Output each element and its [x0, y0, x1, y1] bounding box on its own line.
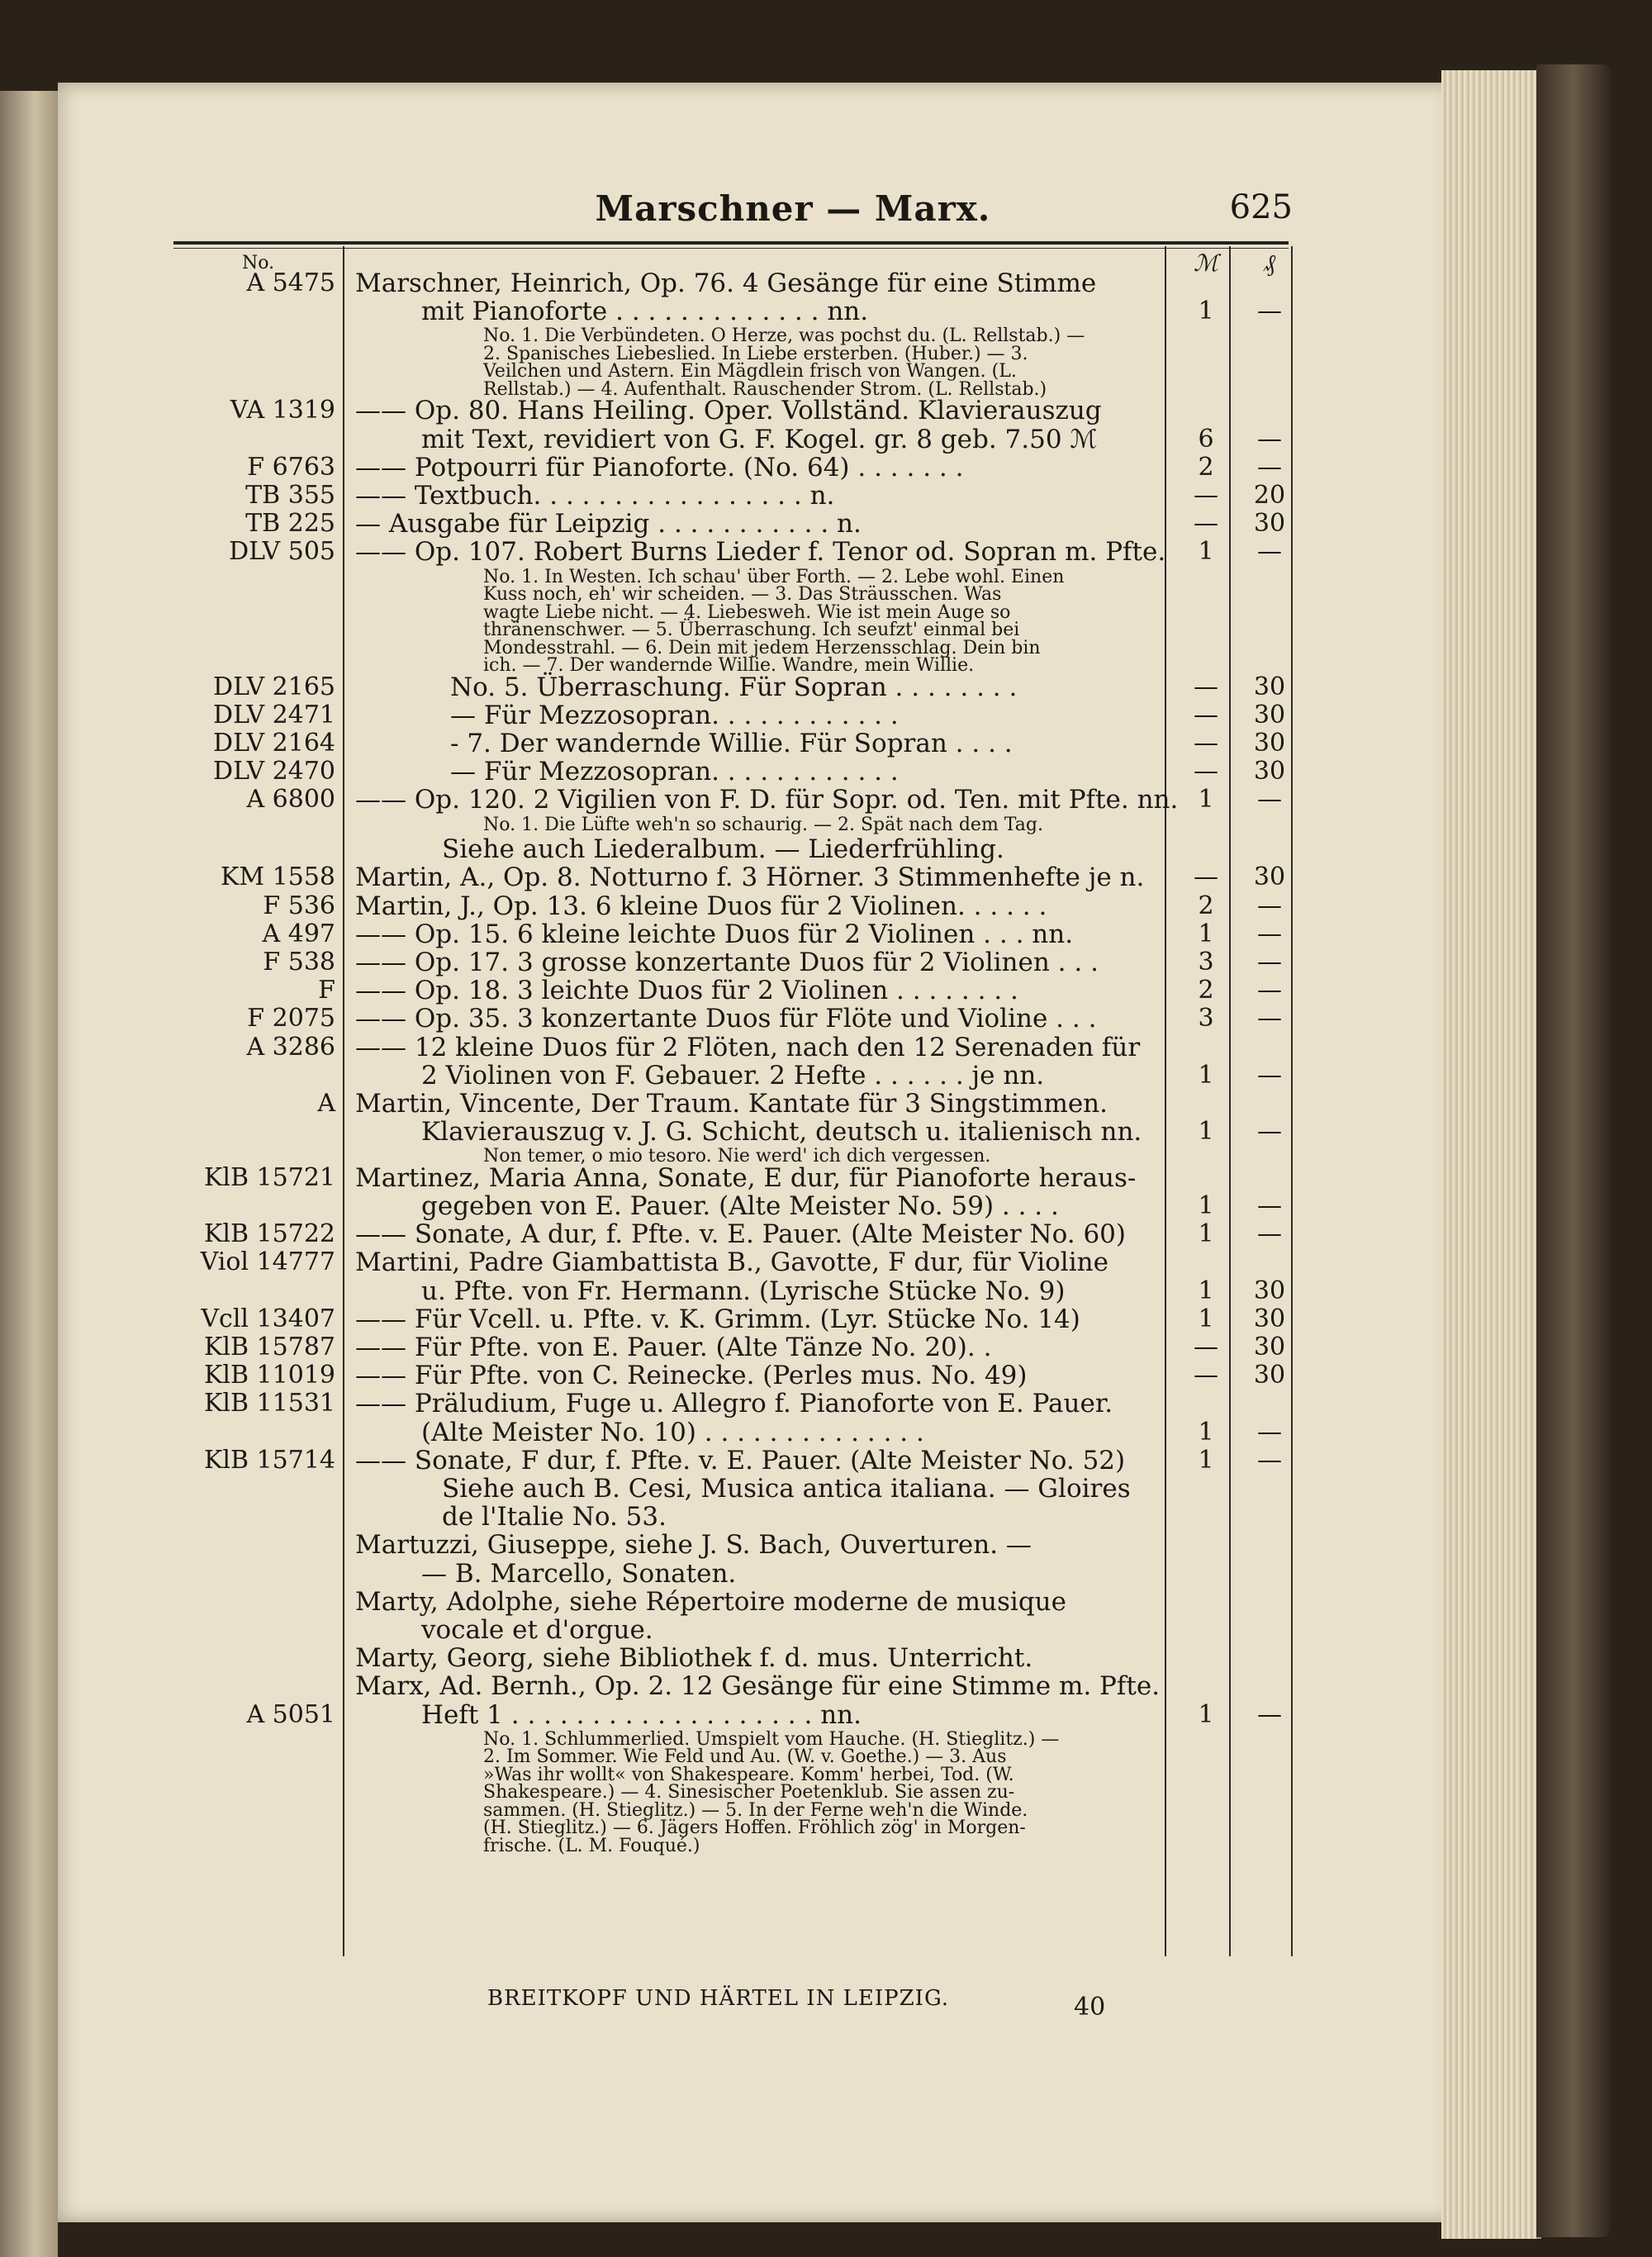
catalog-line [169, 1333, 1326, 1361]
catalog-line [169, 538, 1326, 566]
entry-text: Klavierauszug v. J. G. Schicht, deutsch u. italienisch nn. [421, 1117, 1142, 1148]
entry-text: —— Potpourri für Pianoforte. (No. 64) . . . . . . . [355, 452, 964, 482]
catalog-line [169, 758, 1326, 786]
catalog-line [169, 269, 1326, 297]
price-pfennig: 30 [1253, 1361, 1286, 1390]
entry-text: —— Op. 107. Robert Burns Lieder f. Tenor od. Sopran m. Pfte. [355, 537, 1166, 568]
entry-text: —— Op. 35. 3 konzertante Duos für Flöte und Violine . . . [355, 1004, 1097, 1034]
catalog-line [169, 1503, 1326, 1531]
price-mark: 1 [1198, 1060, 1214, 1090]
catalog-line [169, 1418, 1326, 1447]
entry-text: —— 12 kleine Duos für 2 Flöten, nach den 12 Serenaden für [355, 1032, 1141, 1062]
entry-text: —— Op. 17. 3 grosse konzertante Duos für 2 Violinen . . . [355, 947, 1099, 977]
catalog-number: KlB 11019 [203, 1361, 335, 1390]
price-mark: — [1194, 757, 1218, 786]
price-pfennig: — [1257, 537, 1282, 567]
note-text: wagte Liebe nicht. — 4. Liebesweh. Wie ist mein Auge so [483, 601, 1011, 623]
price-pfennig: — [1257, 424, 1282, 454]
price-mark: — [1194, 729, 1218, 758]
page-number: 625 [1229, 188, 1293, 226]
catalog-number: DLV 2164 [213, 729, 335, 758]
note-text: »Was ihr wollt« von Shakespeare. Komm' herbei, Tod. (W. [483, 1764, 1014, 1785]
catalog-number: A 5051 [246, 1699, 335, 1729]
catalog-line [169, 297, 1326, 325]
price-mark: 1 [1198, 1276, 1214, 1305]
note-text: 2. Spanisches Liebeslied. In Liebe ersterben. (Huber.) — 3. [483, 343, 1028, 364]
catalog-line [169, 1701, 1326, 1729]
note-text: No. 1. In Westen. Ich schau' über Forth. — 2. Lebe wohl. Einen [483, 566, 1065, 587]
entry-text: —— Op. 15. 6 kleine leichte Duos für 2 Violinen . . . nn. [355, 919, 1074, 949]
catalog-line [169, 1090, 1326, 1118]
entry-note-line [169, 1836, 1326, 1857]
price-mark: 1 [1198, 1219, 1214, 1249]
note-text: ich. — 7. Der wandernde Willie. Wandre, mein Willie. [483, 655, 975, 677]
price-pfennig: — [1257, 891, 1282, 920]
note-text: Rellstab.) — 4. Aufenthalt. Rauschender Strom. (L. Rellstab.) [483, 378, 1047, 400]
entry-text: Martin, Vincente, Der Traum. Kantate für 3 Singstimmen. [355, 1088, 1108, 1119]
price-pfennig: — [1257, 1191, 1282, 1220]
price-mark: 1 [1198, 1445, 1214, 1475]
entry-text: mit Pianoforte . . . . . . . . . . . . . nn. [421, 297, 869, 327]
catalog-line [169, 948, 1326, 976]
catalog-line [169, 1560, 1326, 1588]
catalog-number: A 5475 [246, 268, 335, 297]
catalog-line [169, 454, 1326, 482]
catalog-number: KlB 11531 [203, 1389, 335, 1418]
note-text: No. 1. Die Verbündeten. O Herze, was pochst du. (L. Rellstab.) — [483, 325, 1085, 347]
catalog-line [169, 1220, 1326, 1248]
catalog-line [169, 835, 1326, 863]
note-text: Shakespeare.) — 4. Sinesischer Poetenklub. Sie assen zu- [483, 1782, 1015, 1803]
entry-text: — Ausgabe für Leipzig . . . . . . . . . . . n. [355, 509, 862, 539]
entry-text: de l'Italie No. 53. [442, 1502, 667, 1532]
price-pfennig: — [1257, 1004, 1282, 1033]
price-mark: 1 [1198, 297, 1214, 326]
entry-text: Martin, J., Op. 13. 6 kleine Duos für 2 Violinen. . . . . . [355, 891, 1047, 921]
entry-text: u. Pfte. von Fr. Hermann. (Lyrische Stücke No. 9) [421, 1276, 1066, 1306]
note-text: sammen. (H. Stieglitz.) — 5. In der Ferne weh'n die Winde. [483, 1799, 1028, 1821]
price-pfennig: 20 [1253, 481, 1286, 510]
catalog-number: Viol 14777 [200, 1247, 335, 1277]
price-pfennig: — [1257, 976, 1282, 1005]
catalog-number: Vcll 13407 [201, 1304, 335, 1333]
catalog-line [169, 1062, 1326, 1090]
catalog-line [169, 1118, 1326, 1146]
catalog-number: F [318, 976, 335, 1005]
entry-text: —— Sonate, A dur, f. Pfte. v. E. Pauer. (Alte Meister No. 60) [355, 1219, 1126, 1250]
price-pfennig: — [1257, 297, 1282, 326]
footer-signature: 40 [1074, 1993, 1106, 2022]
catalog-line [169, 1033, 1326, 1062]
catalog-number: KlB 15722 [203, 1219, 335, 1249]
entry-text: Martin, A., Op. 8. Notturno f. 3 Hörner. 3 Stimmenhefte je n. [355, 862, 1145, 893]
header-rule-thin [173, 248, 1289, 249]
catalog-line [169, 1644, 1326, 1672]
price-pfennig: 30 [1253, 672, 1286, 701]
entry-text: Marschner, Heinrich, Op. 76. 4 Gesänge für eine Stimme [355, 268, 1097, 298]
price-pfennig: 30 [1253, 1304, 1286, 1333]
price-mark: 1 [1198, 537, 1214, 567]
price-pfennig: — [1257, 1699, 1282, 1729]
price-pfennig: 30 [1253, 862, 1286, 892]
price-mark: — [1194, 509, 1218, 539]
entry-text: —— Op. 120. 2 Vigilien von F. D. für Sopr. od. Ten. mit Pfte. nn. [355, 785, 1179, 815]
price-mark: 2 [1198, 891, 1214, 920]
entry-text: Martuzzi, Giuseppe, siehe J. S. Bach, Ouverturen. — [355, 1530, 1032, 1561]
catalog-number: DLV 2470 [213, 757, 335, 786]
catalog-line [169, 1361, 1326, 1390]
price-pfennig: — [1257, 1117, 1282, 1147]
catalog-line [169, 1277, 1326, 1305]
catalog-line [169, 1447, 1326, 1475]
price-mark: 1 [1198, 1699, 1214, 1729]
price-mark: — [1194, 672, 1218, 701]
price-pfennig: 30 [1253, 757, 1286, 786]
price-pfennig: — [1257, 1060, 1282, 1090]
entry-text: —— Op. 18. 3 leichte Duos für 2 Violinen . . . . . . . . [355, 976, 1018, 1006]
price-pfennig: 30 [1253, 1276, 1286, 1305]
price-mark: 1 [1198, 1304, 1214, 1333]
catalog-line [169, 976, 1326, 1005]
price-mark: — [1194, 700, 1218, 729]
footer-publisher: BREITKOPF UND HÄRTEL IN LEIPZIG. [487, 1986, 950, 2011]
catalog-line [169, 1672, 1326, 1700]
catalog-line [169, 701, 1326, 729]
price-mark: 2 [1198, 976, 1214, 1005]
entry-text: gegeben von E. Pauer. (Alte Meister No. 59) . . . . [421, 1191, 1059, 1221]
price-mark: 3 [1198, 1004, 1214, 1033]
entry-text: (Alte Meister No. 10) . . . . . . . . . . . . . . [421, 1417, 924, 1447]
catalog-line [169, 920, 1326, 948]
catalog-line [169, 1305, 1326, 1333]
catalog-line [169, 510, 1326, 538]
price-mark: 1 [1198, 785, 1214, 815]
entry-text: Siehe auch B. Cesi, Musica antica italiana. — Gloires [442, 1474, 1131, 1504]
price-pfennig: — [1257, 785, 1282, 815]
catalog-line [169, 1390, 1326, 1418]
price-pfennig: — [1257, 919, 1282, 948]
note-text: No. 1. Die Lüfte weh'n so schaurig. — 2. Spät nach dem Tag. [483, 814, 1043, 835]
entry-text: 2 Violinen von F. Gebauer. 2 Hefte . . . . . . je nn. [421, 1060, 1045, 1090]
note-text: frische. (L. M. Fouqué.) [483, 1835, 700, 1856]
entry-text: mit Text, revidiert von G. F. Kogel. gr. 8 geb. 7.50 ℳ [421, 424, 1098, 454]
catalog-line [169, 397, 1326, 425]
note-text: thränenschwer. — 5. Überraschung. Ich seufzt' einmal bei [483, 620, 1020, 641]
entry-text: Marx, Ad. Bernh., Op. 2. 12 Gesänge für eine Stimme m. Pfte. [355, 1671, 1161, 1702]
price-pfennig: — [1257, 452, 1282, 482]
price-mark: — [1194, 1333, 1218, 1361]
catalog-line [169, 1005, 1326, 1033]
header-rule [173, 241, 1289, 245]
book-cover [1536, 64, 1611, 2237]
entry-text: —— Für Pfte. von C. Reinecke. (Perles mus. No. 49) [355, 1361, 1028, 1391]
price-pfennig: 30 [1253, 1333, 1286, 1361]
catalog-line [169, 1248, 1326, 1276]
catalog-number: KlB 15721 [203, 1162, 335, 1192]
catalog-number: A 497 [262, 919, 335, 948]
column-header-pfennig: ₰ [1264, 249, 1275, 277]
catalog-number: DLV 2471 [213, 700, 335, 729]
catalog-line [169, 863, 1326, 891]
catalog-number: F 536 [263, 891, 335, 920]
entry-text: Marty, Adolphe, siehe Répertoire moderne de musique [355, 1586, 1066, 1617]
price-mark: 1 [1198, 1191, 1214, 1220]
catalog-line [169, 482, 1326, 510]
running-head: Marschner — Marx. [595, 188, 991, 229]
catalog-number: A 6800 [246, 785, 335, 815]
entry-text: —— Präludium, Fuge u. Allegro f. Pianoforte von E. Pauer. [355, 1389, 1113, 1419]
entry-text: Marty, Georg, siehe Bibliothek f. d. mus. Unterricht. [355, 1643, 1033, 1674]
left-page-edge [0, 91, 58, 2257]
entry-text: vocale et d'orgue. [421, 1615, 653, 1645]
catalog-line [169, 1475, 1326, 1503]
catalog-number: KlB 15714 [203, 1445, 335, 1475]
catalog-line [169, 892, 1326, 920]
entry-text: — Für Mezzosopran. . . . . . . . . . . . [450, 700, 899, 730]
note-text: No. 1. Schlummerlied. Umspielt vom Hauche. (H. Stieglitz.) — [483, 1728, 1060, 1750]
price-pfennig: 30 [1253, 729, 1286, 758]
price-mark: 3 [1198, 947, 1214, 976]
price-mark: 1 [1198, 1117, 1214, 1147]
price-mark: 6 [1198, 424, 1214, 454]
note-text: Non temer, o mio tesoro. Nie werd' ich dich vergessen. [483, 1146, 991, 1167]
note-text: (H. Stieglitz.) — 6. Jägers Hoffen. Fröhlich zög' in Morgen- [483, 1817, 1026, 1839]
note-text: Kuss noch, eh' wir scheiden. — 3. Das Sträusschen. Was [483, 584, 1002, 606]
price-pfennig: — [1257, 1417, 1282, 1447]
catalog-line [169, 1531, 1326, 1559]
price-pfennig: — [1257, 1445, 1282, 1475]
catalog-line [169, 1192, 1326, 1220]
price-mark: 1 [1198, 919, 1214, 948]
price-mark: — [1194, 1361, 1218, 1390]
price-mark: — [1194, 481, 1218, 510]
catalog-number: F 6763 [247, 452, 335, 482]
price-pfennig: 30 [1253, 509, 1286, 539]
price-mark: 1 [1198, 1417, 1214, 1447]
catalog-line [169, 729, 1326, 758]
entry-text: —— Für Pfte. von E. Pauer. (Alte Tänze No. 20). . [355, 1333, 992, 1362]
note-text: 2. Im Sommer. Wie Feld und Au. (W. v. Goethe.) — 3. Aus [483, 1746, 1007, 1768]
entry-text: —— Für Vcell. u. Pfte. v. K. Grimm. (Lyr. Stücke No. 14) [355, 1304, 1080, 1334]
entry-text: Heft 1 . . . . . . . . . . . . . . . . . . . nn. [421, 1699, 862, 1730]
catalog-line [169, 673, 1326, 701]
catalog-line [169, 786, 1326, 814]
catalog-number: KlB 15787 [203, 1333, 335, 1361]
entry-text: Martinez, Maria Anna, Sonate, E dur, für Pianoforte heraus- [355, 1162, 1137, 1193]
entry-text: No. 5. Überraschung. Für Sopran . . . . . . . . [450, 672, 1018, 702]
price-pfennig: — [1257, 1219, 1282, 1249]
price-mark: — [1194, 862, 1218, 892]
entry-text: — Für Mezzosopran. . . . . . . . . . . . [450, 757, 899, 787]
catalog-number: F 538 [263, 947, 335, 976]
catalog-number: VA 1319 [230, 396, 335, 425]
catalog-number: TB 225 [245, 509, 335, 539]
column-header-mark: ℳ [1194, 249, 1218, 277]
note-text: Veilchen und Astern. Ein Mägdlein frisch von Wangen. (L. [483, 361, 1017, 383]
entry-text: —— Op. 80. Hans Heiling. Oper. Vollständ. Klavierauszug [355, 396, 1102, 426]
note-text: Mondesstrahl. — 6. Dein mit jedem Herzensschlag. Dein bin [483, 637, 1041, 658]
entry-text: —— Sonate, F dur, f. Pfte. v. E. Pauer. (Alte Meister No. 52) [355, 1445, 1126, 1475]
entry-text: Siehe auch Liederalbum. — Liederfrühling. [442, 834, 1004, 865]
entry-note-line [169, 815, 1326, 836]
price-pfennig: — [1257, 947, 1282, 976]
catalog-line [169, 1588, 1326, 1616]
catalog-number: KM 1558 [220, 862, 335, 892]
catalog-number: F 2075 [247, 1004, 335, 1033]
entry-text: - 7. Der wandernde Willie. Für Sopran . . . . [450, 729, 1013, 758]
catalog-number: DLV 505 [229, 537, 335, 567]
entry-text: Martini, Padre Giambattista B., Gavotte, F dur, für Violine [355, 1247, 1108, 1278]
catalog-line [169, 425, 1326, 454]
catalog-line [169, 1616, 1326, 1644]
catalog-number: A [317, 1088, 335, 1118]
catalog-number: A 3286 [246, 1032, 335, 1062]
catalog-line [169, 1164, 1326, 1192]
price-pfennig: 30 [1253, 700, 1286, 729]
price-mark: 2 [1198, 452, 1214, 482]
column-header-no: No. [242, 253, 275, 273]
entry-text: —— Textbuch. . . . . . . . . . . . . . . . . n. [355, 481, 835, 511]
catalog-number: DLV 2165 [213, 672, 335, 701]
catalog-number: TB 355 [245, 481, 335, 510]
page-fore-edge [1441, 70, 1541, 2239]
entry-text: — B. Marcello, Sonaten. [421, 1558, 737, 1589]
